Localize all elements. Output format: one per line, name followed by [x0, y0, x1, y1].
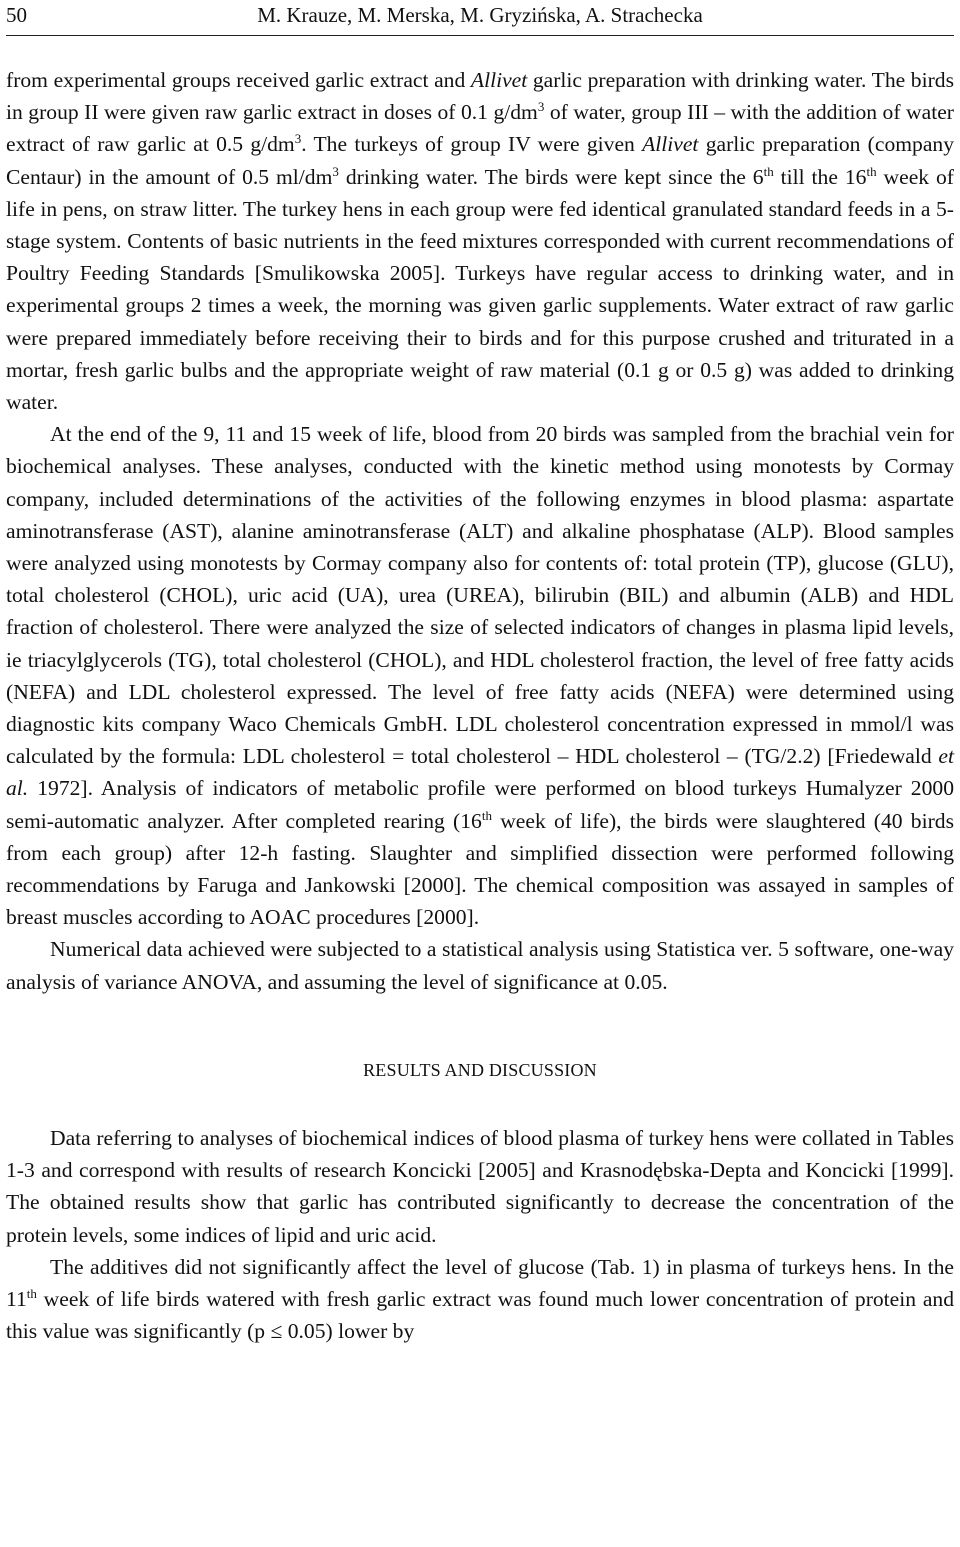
- paragraph-results-intro: Data referring to analyses of biochemical indices of blood plasma of turkey hens were collated in Tables 1-3 and correspond with results of research Koncicki [2005] and Krasnodębska-Depta and Koncicki [1999]. The obtained results show that garlic has contributed significantly to decrease the concentration of the protein levels, some indices of lipid and uric acid.: [6, 1125, 954, 1247]
- text-run: till the 16: [773, 164, 867, 189]
- running-head: [6, 2, 954, 28]
- product-name-allivet: Allivet: [642, 132, 699, 157]
- text-run: week of life birds watered with fresh garlic extract was found much lower concentration of protein and this value was significantly (p ≤ 0.05) lower by: [6, 1286, 954, 1344]
- text-run: week of life), the birds were slaughtered (40 birds from each group) after 12-h fasting. Slaughter and simplified dissection were performed following recommendations by Faruga and Jankowski [2000]. The chemical composition was assayed in samples of breast muscles according to AOAC procedures [2000].: [6, 808, 954, 930]
- superscript: th: [481, 807, 492, 823]
- text-run: drinking water. The birds were kept since the 6: [338, 164, 764, 189]
- text-run: week of life in pens, on straw litter. The turkey hens in each group were fed identical granulated standard feeds in a 5-stage system. Contents of basic nutrients in the feed mixtures corresponded with current recommendations of Poultry Feeding Standards [Smulikowska 2005]. Turkeys have regular access to drinking water, and in experimental groups 2 times a week, the morning was given garlic supplements. Water extract of raw garlic were prepared immediately before receiving their to birds and for this purpose crushed and triturated in a mortar, fresh garlic bulbs and the appropriate weight of raw material (0.1 g or 0.5 g) was added to drinking water.: [6, 164, 954, 415]
- text-run: The additives did not significantly affect the level of glucose (Tab. 1) in plasma of turkeys hens. In the 11: [6, 1254, 954, 1311]
- text-run: 1972]. Analysis of indicators of metabolic profile were performed on blood turkeys Humalyzer 2000 semi-automatic analyzer. After completed rearing (16: [6, 776, 954, 833]
- superscript: th: [763, 163, 774, 179]
- running-head-authors: M. Krauze, M. Merska, M. Gryzińska, A. Strachecka: [257, 3, 703, 27]
- paragraph-blood-sampling: [6, 418, 954, 933]
- text-run: from experimental groups received garlic extract and: [6, 68, 471, 92]
- superscript: 3: [332, 163, 339, 179]
- section-heading: RESULTS AND DISCUSSION: [363, 1059, 597, 1080]
- paragraph-statistics: Numerical data achieved were subjected to a statistical analysis using Statistica ver. 5 software, one-way analysis of variance ANOVA, and assuming the level of significance at 0.05.: [6, 937, 954, 994]
- superscript: 3: [294, 131, 302, 147]
- citation-et-al: et al.: [6, 744, 954, 801]
- body-text: [6, 64, 954, 1347]
- header-rule: [6, 35, 954, 36]
- text-run: At the end of the 9, 11 and 15 week of life, blood from 20 birds was sampled from the brachial vein for biochemical analyses. These analyses, conducted with the kinetic method using monotests by Cormay company, included determinations of the activities of the following enzymes in blood plasma: aspartate aminotransferase (AST), alanine aminotransferase (ALT) and alkaline phosphatase (ALP). Blood samples were analyzed using monotests by Cormay company also for contents of: total protein (TP), glucose (GLU), total cholesterol (CHOL), uric acid (UA), urea (UREA), bilirubin (BIL) and albumin (ALB) and HDL fraction of cholesterol. There were analyzed the size of selected indicators of changes in plasma lipid levels, ie triacylglycerols (TG), total cholesterol (CHOL), and HDL cholesterol fraction, the level of free fatty acids (NEFA) and LDL cholesterol expressed. The level of free fatty acids (NEFA) were determined using diagnostic kits company Waco Chemicals GmbH. LDL cholesterol concentration expressed in mmol/l was calculated by the formula: LDL cholesterol = total cholesterol – HDL cholesterol – (TG/2.2) [Friedewald: [6, 422, 954, 769]
- page-number: 50: [6, 3, 27, 27]
- superscript: th: [26, 1285, 37, 1301]
- superscript: 3: [537, 99, 545, 115]
- superscript: th: [866, 163, 877, 179]
- text-run: . The turkeys of group IV were given: [301, 132, 643, 157]
- paragraph-methods-groups: [6, 64, 954, 418]
- paragraph-results-glucose: [6, 1251, 954, 1348]
- product-name-allivet: Allivet: [470, 68, 528, 92]
- text-run: of water, group III – with the addition of water extract of raw garlic at 0.5 g/dm: [6, 100, 954, 157]
- text-run: garlic preparation with drinking water. The birds in group II were given raw garlic extract in doses of 0.1 g/dm: [6, 68, 954, 125]
- text-run: garlic preparation (company Centaur) in the amount of 0.5 ml/dm: [6, 132, 955, 189]
